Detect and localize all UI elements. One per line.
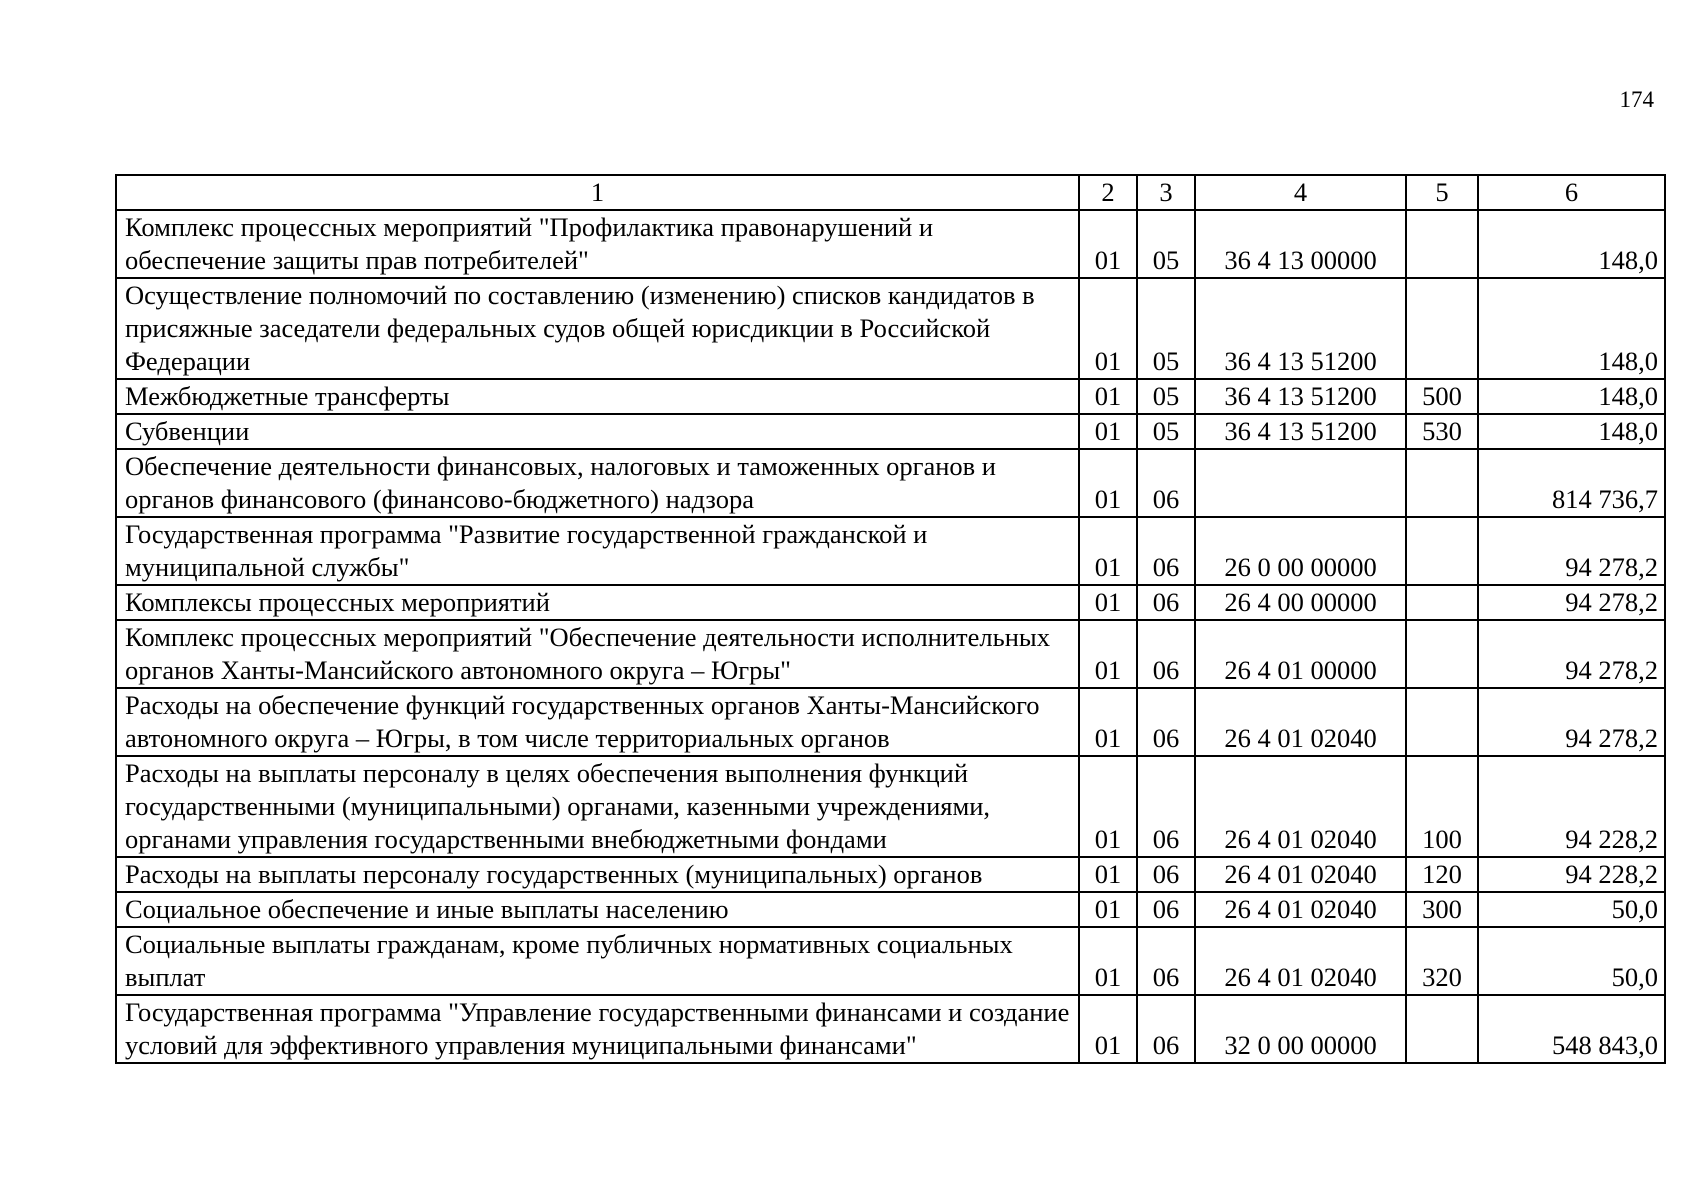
row-amount-cell: 50,0 <box>1478 927 1665 995</box>
header-col-5: 5 <box>1406 175 1478 210</box>
table-row <box>116 210 1665 278</box>
header-col-2: 2 <box>1079 175 1137 210</box>
row-target-article-cell: 26 4 01 02040 <box>1195 857 1406 892</box>
row-subsection-cell: 06 <box>1137 620 1195 688</box>
row-amount-cell: 148,0 <box>1478 379 1665 414</box>
row-amount-cell: 50,0 <box>1478 892 1665 927</box>
row-name-cell: Комплексы процессных мероприятий <box>116 585 1079 620</box>
table-row <box>116 756 1665 857</box>
table-row <box>116 585 1665 620</box>
row-subsection-cell: 06 <box>1137 585 1195 620</box>
table-row <box>116 278 1665 379</box>
row-expense-type-cell: 300 <box>1406 892 1478 927</box>
row-amount-cell: 94 278,2 <box>1478 585 1665 620</box>
row-target-article-cell: 36 4 13 51200 <box>1195 278 1406 379</box>
row-expense-type-cell: 320 <box>1406 927 1478 995</box>
row-subsection-cell: 05 <box>1137 379 1195 414</box>
row-section-cell: 01 <box>1079 585 1137 620</box>
row-target-article-cell: 26 4 01 02040 <box>1195 892 1406 927</box>
table-row <box>116 892 1665 927</box>
row-name-cell: Субвенции <box>116 414 1079 449</box>
row-target-article-cell: 32 0 00 00000 <box>1195 995 1406 1063</box>
row-expense-type-cell <box>1406 210 1478 278</box>
row-amount-cell: 814 736,7 <box>1478 449 1665 517</box>
row-amount-cell: 548 843,0 <box>1478 995 1665 1063</box>
row-section-cell: 01 <box>1079 449 1137 517</box>
row-subsection-cell: 05 <box>1137 210 1195 278</box>
row-expense-type-cell: 530 <box>1406 414 1478 449</box>
row-section-cell: 01 <box>1079 414 1137 449</box>
row-name-cell: Комплекс процессных мероприятий "Обеспечение деятельности исполнительных органов Ханты-Мансийского автономного округа – Югры" <box>116 620 1079 688</box>
table-row <box>116 688 1665 756</box>
row-expense-type-cell: 100 <box>1406 756 1478 857</box>
row-name-cell: Государственная программа "Развитие государственной гражданской и муниципальной службы" <box>116 517 1079 585</box>
row-subsection-cell: 06 <box>1137 517 1195 585</box>
table-row <box>116 379 1665 414</box>
table-row <box>116 995 1665 1063</box>
row-section-cell: 01 <box>1079 688 1137 756</box>
row-name-cell: Осуществление полномочий по составлению (изменению) списков кандидатов в присяжные заседатели федеральных судов общей юрисдикции в Российской Федерации <box>116 278 1079 379</box>
row-target-article-cell: 26 4 01 02040 <box>1195 756 1406 857</box>
row-amount-cell: 148,0 <box>1478 278 1665 379</box>
row-amount-cell: 148,0 <box>1478 414 1665 449</box>
row-name-cell: Государственная программа "Управление государственными финансами и создание условий для эффективного управления муниципальными финансами" <box>116 995 1079 1063</box>
row-target-article-cell: 26 4 01 02040 <box>1195 688 1406 756</box>
row-name-cell: Социальное обеспечение и иные выплаты населению <box>116 892 1079 927</box>
row-name-cell: Социальные выплаты гражданам, кроме публичных нормативных социальных выплат <box>116 927 1079 995</box>
row-amount-cell: 94 228,2 <box>1478 857 1665 892</box>
table-row <box>116 857 1665 892</box>
row-amount-cell: 94 278,2 <box>1478 620 1665 688</box>
table-row <box>116 414 1665 449</box>
row-target-article-cell <box>1195 449 1406 517</box>
row-expense-type-cell <box>1406 449 1478 517</box>
row-expense-type-cell <box>1406 688 1478 756</box>
row-expense-type-cell <box>1406 278 1478 379</box>
row-expense-type-cell <box>1406 995 1478 1063</box>
table-row <box>116 927 1665 995</box>
row-target-article-cell: 26 0 00 00000 <box>1195 517 1406 585</box>
row-section-cell: 01 <box>1079 756 1137 857</box>
row-target-article-cell: 26 4 01 00000 <box>1195 620 1406 688</box>
row-amount-cell: 94 278,2 <box>1478 517 1665 585</box>
row-subsection-cell: 06 <box>1137 927 1195 995</box>
header-col-6: 6 <box>1478 175 1665 210</box>
row-subsection-cell: 06 <box>1137 756 1195 857</box>
row-amount-cell: 94 278,2 <box>1478 688 1665 756</box>
row-expense-type-cell <box>1406 585 1478 620</box>
row-section-cell: 01 <box>1079 210 1137 278</box>
row-section-cell: 01 <box>1079 995 1137 1063</box>
row-target-article-cell: 36 4 13 00000 <box>1195 210 1406 278</box>
table-header-row <box>116 175 1665 210</box>
row-section-cell: 01 <box>1079 857 1137 892</box>
row-subsection-cell: 06 <box>1137 892 1195 927</box>
table-row <box>116 620 1665 688</box>
table-body <box>116 210 1665 1063</box>
row-subsection-cell: 06 <box>1137 688 1195 756</box>
row-target-article-cell: 36 4 13 51200 <box>1195 379 1406 414</box>
table-row <box>116 517 1665 585</box>
row-section-cell: 01 <box>1079 517 1137 585</box>
row-amount-cell: 148,0 <box>1478 210 1665 278</box>
row-target-article-cell: 36 4 13 51200 <box>1195 414 1406 449</box>
table-row <box>116 449 1665 517</box>
row-section-cell: 01 <box>1079 927 1137 995</box>
row-expense-type-cell: 500 <box>1406 379 1478 414</box>
budget-table <box>115 174 1666 1064</box>
row-section-cell: 01 <box>1079 892 1137 927</box>
page-number: 174 <box>1619 87 1654 112</box>
row-section-cell: 01 <box>1079 278 1137 379</box>
row-subsection-cell: 05 <box>1137 414 1195 449</box>
row-expense-type-cell: 120 <box>1406 857 1478 892</box>
row-subsection-cell: 06 <box>1137 857 1195 892</box>
row-amount-cell: 94 228,2 <box>1478 756 1665 857</box>
header-col-3: 3 <box>1137 175 1195 210</box>
row-subsection-cell: 06 <box>1137 995 1195 1063</box>
row-section-cell: 01 <box>1079 379 1137 414</box>
row-target-article-cell: 26 4 01 02040 <box>1195 927 1406 995</box>
row-name-cell: Межбюджетные трансферты <box>116 379 1079 414</box>
row-section-cell: 01 <box>1079 620 1137 688</box>
row-expense-type-cell <box>1406 517 1478 585</box>
row-subsection-cell: 05 <box>1137 278 1195 379</box>
row-name-cell: Расходы на выплаты персоналу государственных (муниципальных) органов <box>116 857 1079 892</box>
header-col-1: 1 <box>116 175 1079 210</box>
row-target-article-cell: 26 4 00 00000 <box>1195 585 1406 620</box>
row-name-cell: Комплекс процессных мероприятий "Профилактика правонарушений и обеспечение защиты прав потребителей" <box>116 210 1079 278</box>
header-col-4: 4 <box>1195 175 1406 210</box>
row-name-cell: Обеспечение деятельности финансовых, налоговых и таможенных органов и органов финансового (финансово-бюджетного) надзора <box>116 449 1079 517</box>
row-expense-type-cell <box>1406 620 1478 688</box>
row-name-cell: Расходы на выплаты персоналу в целях обеспечения выполнения функций государственными (муниципальными) органами, казенными учреждениями, органами управления государственными внебюджетными фондами <box>116 756 1079 857</box>
row-subsection-cell: 06 <box>1137 449 1195 517</box>
row-name-cell: Расходы на обеспечение функций государственных органов Ханты-Мансийского автономного округа – Югры, в том числе территориальных органов <box>116 688 1079 756</box>
